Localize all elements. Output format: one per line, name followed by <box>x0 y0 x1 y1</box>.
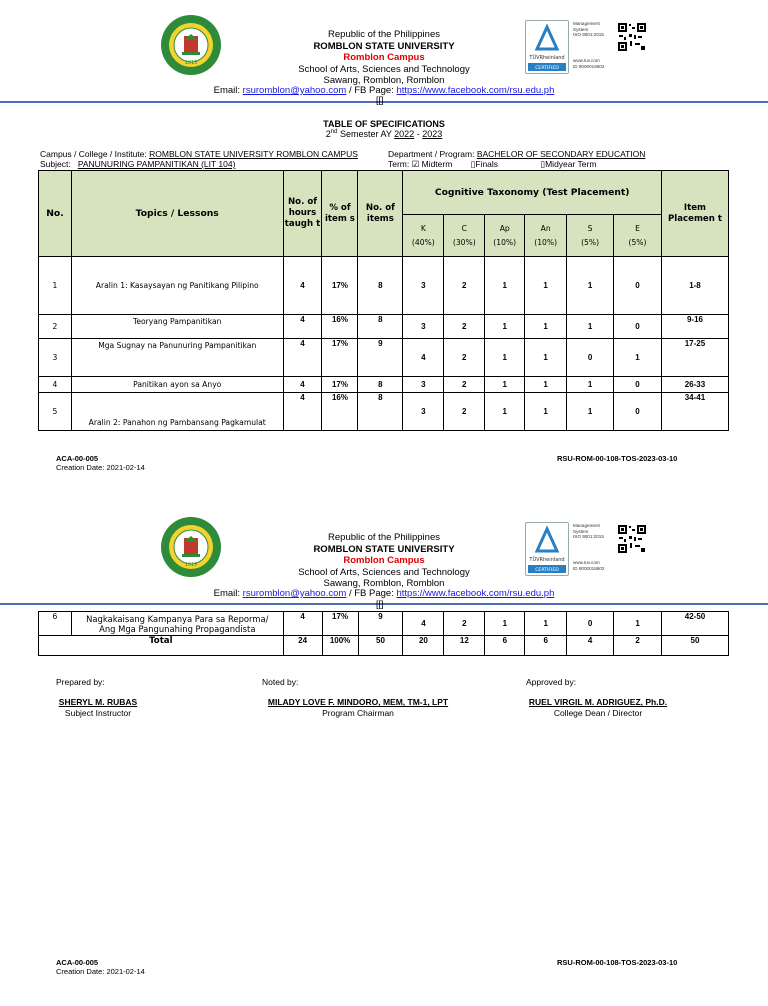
semester-line <box>0 129 768 139</box>
row-e: 0 <box>614 393 662 431</box>
facebook-link[interactable]: https://www.facebook.com/rsu.edu.ph <box>396 588 555 599</box>
row-topic: Teoryang Pampanitikan <box>71 315 283 339</box>
row-no: 1 <box>39 257 72 315</box>
footer-code: ACA-00-005 <box>56 454 99 463</box>
row-percent: 17% <box>322 339 358 377</box>
row-topic-line2: Ang Mga Pangunahing Propagandista <box>99 623 256 634</box>
ay-end: 2023 <box>422 129 443 139</box>
row-placement: 17-25 <box>661 339 728 377</box>
total-an: 6 <box>525 636 567 656</box>
total-percent: 100% <box>322 636 358 656</box>
row-e: 0 <box>614 257 662 315</box>
row-s: 1 <box>567 393 614 431</box>
row-topic: Mga Sugnay na Panunuring Pampanitikan <box>71 339 283 377</box>
total-c: 12 <box>444 636 485 656</box>
row-c: 2 <box>444 339 485 377</box>
tuv-certification <box>525 522 649 576</box>
tuv-line4: www.tuv.com <box>573 560 600 565</box>
seal-year: 1915 <box>184 562 198 568</box>
noted-by-label: Noted by: <box>262 677 299 687</box>
row-placement: 1-8 <box>661 257 728 315</box>
tuv-details <box>573 523 604 540</box>
qr-code-icon <box>617 524 647 554</box>
table-row <box>39 377 729 393</box>
row-s: 0 <box>567 612 614 636</box>
row-placement: 42-50 <box>662 612 729 636</box>
level-k: K (40%) <box>403 215 444 257</box>
row-placement: 34-41 <box>661 393 728 431</box>
university-name: ROMBLON STATE UNIVERSITY <box>313 40 455 52</box>
row-topic: Aralin 1: Kasaysayan ng Panitikang Pilipino <box>71 257 283 315</box>
row-percent: 17% <box>322 257 358 315</box>
row-no: 4 <box>39 377 72 393</box>
row-e: 1 <box>614 612 662 636</box>
row-items: 9 <box>358 612 403 636</box>
letterhead <box>0 532 768 590</box>
prepared-role: Subject Instructor <box>64 708 132 718</box>
table-row <box>39 315 729 339</box>
row-an: 1 <box>525 377 567 393</box>
header-taxonomy: Cognitive Taxonomy (Test Placement) <box>403 171 662 215</box>
row-hours: 4 <box>283 612 322 636</box>
row-topic: Aralin 2: Panahon ng Pambansang Pagkamulat <box>71 393 283 431</box>
campus-name: Romblon Campus <box>343 555 425 566</box>
header-percent: % of item s <box>322 171 358 257</box>
tuv-brand: TÜVRheinland <box>529 557 565 563</box>
term-info <box>388 160 596 170</box>
address: Sawang, Romblon, Romblon <box>323 578 445 589</box>
table-row <box>39 257 729 315</box>
tuv-badge <box>525 522 569 576</box>
noted-name: MILADY LOVE F. MINDORO, MEM, TM-1, LPT <box>267 697 449 707</box>
row-topic: Panitikan ayon sa Anyo <box>71 377 283 393</box>
term-label: Term: <box>388 159 412 169</box>
page2-footer-left <box>56 958 145 976</box>
table-row <box>39 612 729 636</box>
prepared-by-label: Prepared by: <box>56 677 105 687</box>
semester-text: Semester AY <box>337 129 395 139</box>
email-label: Email: <box>213 85 241 96</box>
department-value: BACHELOR OF SECONDARY EDUCATION <box>476 149 646 159</box>
document-title: TABLE OF SPECIFICATIONS <box>323 119 445 129</box>
term-finals-checkbox[interactable]: ▯Finals <box>470 159 499 169</box>
row-items: 9 <box>358 339 403 377</box>
semester-number: 2 <box>325 129 331 139</box>
row-an: 1 <box>525 257 567 315</box>
row-k: 4 <box>403 612 444 636</box>
header-mark: [[] <box>376 95 384 105</box>
row-c: 2 <box>444 257 485 315</box>
row-k: 3 <box>403 257 444 315</box>
row-ap: 1 <box>485 612 525 636</box>
level-c: C (30%) <box>444 215 485 257</box>
row-ap: 1 <box>485 315 525 339</box>
total-label: Total <box>39 636 284 656</box>
page1-footer-left <box>56 454 145 472</box>
facebook-link[interactable]: https://www.facebook.com/rsu.edu.ph <box>396 85 555 96</box>
row-no: 5 <box>39 393 72 431</box>
level-e: E (5%) <box>614 215 662 257</box>
fb-label: / FB Page: <box>346 588 394 599</box>
level-an: An (10%) <box>525 215 567 257</box>
row-hours: 4 <box>283 339 322 377</box>
header-no: No. <box>39 171 72 257</box>
subject-info <box>40 160 235 170</box>
letterhead <box>0 26 768 87</box>
row-placement: 9-16 <box>661 315 728 339</box>
row-an: 1 <box>525 393 567 431</box>
row-c: 2 <box>444 377 485 393</box>
row-k: 3 <box>403 377 444 393</box>
tuv-line2: System <box>573 528 589 534</box>
header-topics: Topics / Lessons <box>71 171 283 257</box>
semester-suffix: nd <box>330 129 338 135</box>
tuv-line5: ID 9000018602 <box>573 63 605 69</box>
table-row <box>39 393 729 431</box>
row-hours: 4 <box>283 315 322 339</box>
qr-code-icon <box>617 22 647 52</box>
tuv-line1: Management <box>573 21 600 26</box>
row-an: 1 <box>525 315 567 339</box>
approved-by-label: Approved by: <box>526 677 577 687</box>
header-mark: [[] <box>376 599 384 609</box>
row-an: 1 <box>525 339 567 377</box>
row-k: 4 <box>403 339 444 377</box>
prepared-name: SHERYL M. RUBAS <box>58 697 138 707</box>
email-link[interactable]: rsuromblon@yahoo.com <box>242 588 347 599</box>
total-s: 4 <box>567 636 614 656</box>
row-hours: 4 <box>283 393 322 431</box>
term-midyear-checkbox[interactable]: ▯Midyear Term <box>540 159 597 169</box>
row-c: 2 <box>444 393 485 431</box>
footer-code: ACA-00-005 <box>56 958 99 967</box>
noted-role: Program Chairman <box>322 708 394 718</box>
department-label: Department / Program: <box>388 149 477 159</box>
total-e: 2 <box>614 636 662 656</box>
total-ap: 6 <box>485 636 525 656</box>
noted-by-signatory <box>256 697 460 719</box>
fb-label: / FB Page: <box>346 85 394 96</box>
email-label: Email: <box>213 588 241 599</box>
row-s: 0 <box>567 339 614 377</box>
level-s: S (5%) <box>567 215 614 257</box>
page1-footer-docid: RSU-ROM-00-108-TOS-2023-03-10 <box>557 454 678 463</box>
tuv-certification <box>525 20 649 74</box>
row-topic-line1: Nagkakaisang Kampanya Para sa Reporma/ <box>86 613 269 624</box>
tuv-line1: Management <box>573 523 600 528</box>
campus-name: Romblon Campus <box>343 52 425 63</box>
row-percent: 16% <box>322 315 358 339</box>
page2-footer-docid: RSU-ROM-00-108-TOS-2023-03-10 <box>557 958 678 967</box>
tos-table-continued <box>38 611 729 656</box>
row-c: 2 <box>444 315 485 339</box>
email-link[interactable]: rsuromblon@yahoo.com <box>242 85 347 96</box>
row-items: 8 <box>358 257 403 315</box>
total-row <box>39 636 729 656</box>
row-ap: 1 <box>485 339 525 377</box>
tuv-line5: ID 9000018602 <box>573 565 605 571</box>
row-placement: 26-33 <box>661 377 728 393</box>
row-k: 3 <box>403 315 444 339</box>
header-hours: No. of hours taugh t <box>283 171 322 257</box>
subject-label: Subject: <box>40 159 71 169</box>
school-name: School of Arts, Sciences and Technology <box>298 63 470 75</box>
row-e: 1 <box>614 339 662 377</box>
address: Sawang, Romblon, Romblon <box>323 75 445 86</box>
row-s: 1 <box>567 257 614 315</box>
row-percent: 16% <box>322 393 358 431</box>
tuv-line4: www.tuv.com <box>573 58 600 63</box>
school-name: School of Arts, Sciences and Technology <box>298 566 470 578</box>
row-items: 8 <box>358 377 403 393</box>
row-ap: 1 <box>485 257 525 315</box>
tuv-certified: CERTIFIED <box>535 66 559 71</box>
tuv-details-bottom <box>573 58 604 69</box>
table-row <box>39 339 729 377</box>
row-percent: 17% <box>322 612 358 636</box>
table-header-row <box>39 171 729 215</box>
total-items: 50 <box>358 636 403 656</box>
footer-creation-date: Creation Date: 2021-02-14 <box>56 463 145 472</box>
level-ap: Ap (10%) <box>485 215 525 257</box>
header-items: No. of items <box>358 171 403 257</box>
tos-table <box>38 170 729 431</box>
row-an: 1 <box>525 612 567 636</box>
total-hours: 24 <box>283 636 322 656</box>
campus-value: ROMBLON STATE UNIVERSITY ROMBLON CAMPUS <box>149 149 358 159</box>
total-placement: 50 <box>662 636 729 656</box>
tuv-line3: ISO 9001:2015 <box>573 32 604 38</box>
row-percent: 17% <box>322 377 358 393</box>
row-ap: 1 <box>485 393 525 431</box>
prepared-by-signatory <box>50 697 146 719</box>
term-midterm-checkbox[interactable]: ☑ Midterm <box>411 159 453 169</box>
row-hours: 4 <box>283 377 322 393</box>
contact-line <box>0 588 768 599</box>
tuv-brand: TÜVRheinland <box>529 55 565 61</box>
total-k: 20 <box>403 636 444 656</box>
header-rule <box>0 101 768 103</box>
header-rule <box>0 603 768 605</box>
row-e: 0 <box>614 315 662 339</box>
approved-name: RUEL VIRGIL M. ADRIGUEZ, Ph.D. <box>528 697 668 707</box>
tuv-certified: CERTIFIED <box>535 568 559 573</box>
tuv-details <box>573 21 604 38</box>
republic-line: Republic of the Philippines <box>328 532 440 543</box>
republic-line: Republic of the Philippines <box>328 29 440 40</box>
row-topic <box>71 612 283 636</box>
row-no: 3 <box>39 339 72 377</box>
row-no: 2 <box>39 315 72 339</box>
approved-by-signatory <box>520 697 676 719</box>
row-ap: 1 <box>485 377 525 393</box>
header-placement: Item Placemen t <box>661 171 728 257</box>
row-items: 8 <box>358 393 403 431</box>
row-c: 2 <box>444 612 485 636</box>
tuv-badge <box>525 20 569 74</box>
footer-creation-date: Creation Date: 2021-02-14 <box>56 967 145 976</box>
ay-dash: - <box>414 129 423 139</box>
row-k: 3 <box>403 393 444 431</box>
campus-label: Campus / College / Institute: <box>40 149 150 159</box>
row-items: 8 <box>358 315 403 339</box>
row-s: 1 <box>567 377 614 393</box>
subject-value: PANUNURING PAMPANITIKAN (LIT 104) <box>77 159 236 169</box>
approved-role: College Dean / Director <box>553 708 643 718</box>
tuv-details-bottom <box>573 560 604 571</box>
tuv-line3: ISO 9001:2015 <box>573 534 604 540</box>
contact-line <box>0 85 768 96</box>
row-hours: 4 <box>283 257 322 315</box>
tuv-line2: System <box>573 26 589 32</box>
seal-year: 1915 <box>184 60 198 66</box>
university-name: ROMBLON STATE UNIVERSITY <box>313 543 455 555</box>
row-s: 1 <box>567 315 614 339</box>
row-no: 6 <box>39 612 72 636</box>
row-e: 0 <box>614 377 662 393</box>
ay-start: 2022 <box>394 129 415 139</box>
